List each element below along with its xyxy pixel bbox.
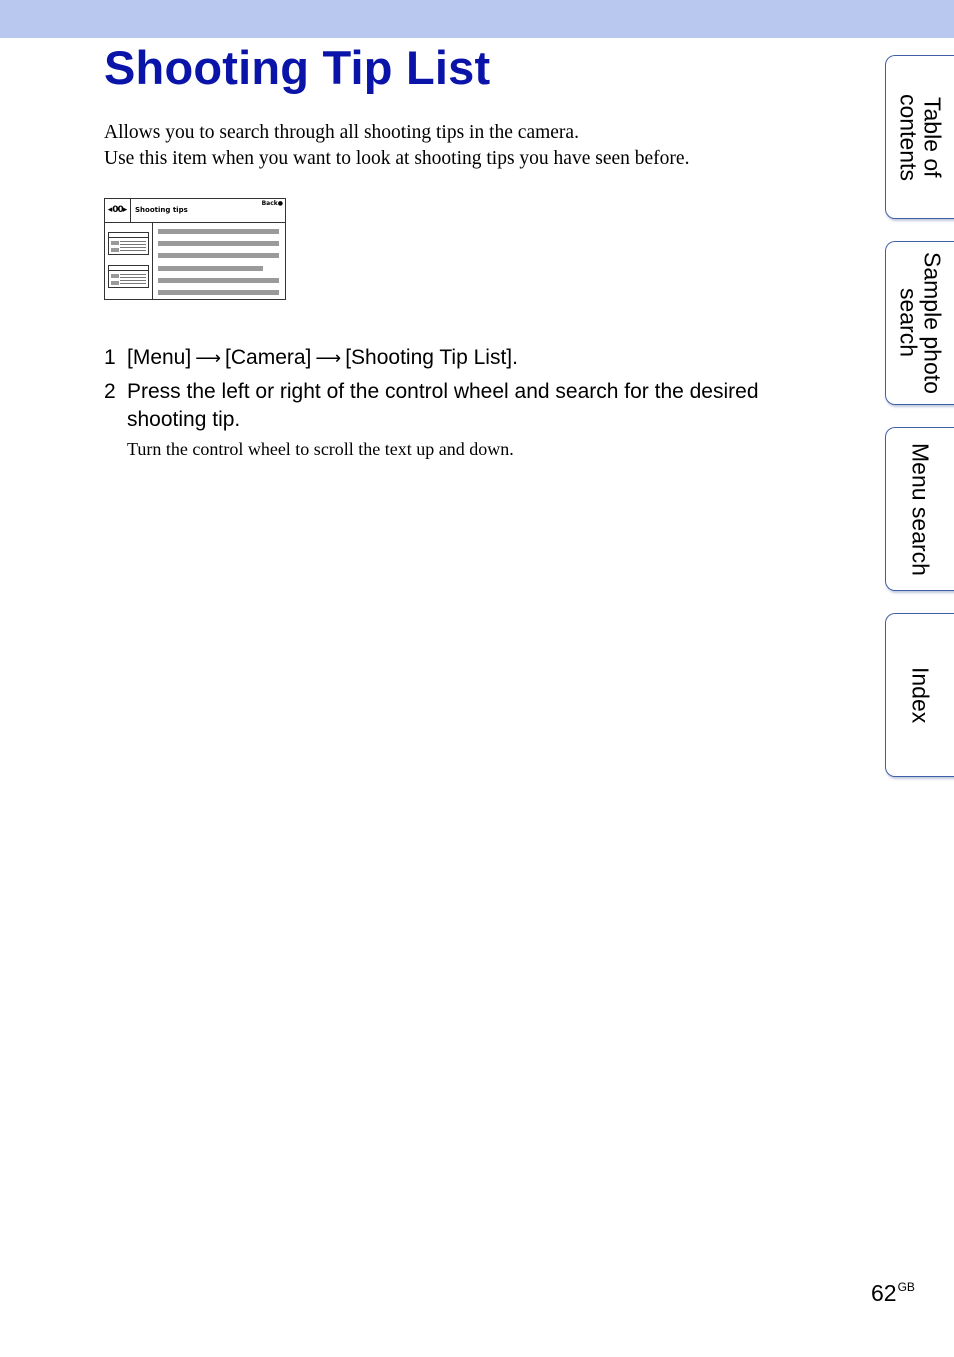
page-title: Shooting Tip List (104, 41, 491, 94)
tab-label: Table of contents (895, 93, 946, 181)
tab-label: Menu search (907, 442, 934, 576)
tab-index[interactable] (885, 613, 954, 777)
text-line-placeholder (158, 278, 279, 283)
shooting-tips-icon: ◂00▸ (105, 199, 131, 222)
text-line-placeholder (158, 241, 279, 246)
step-text-line-2: shooting tip. (127, 408, 241, 431)
intro-line-1: Allows you to search through all shooting tips in the camera. (104, 122, 579, 143)
text-line-placeholder (158, 253, 279, 258)
screen-thumbnails (105, 223, 153, 300)
tab-table-of-contents[interactable] (885, 55, 954, 219)
arrow-right-icon: ⟶ (195, 348, 222, 369)
step-number: 1 (104, 346, 116, 369)
step-text-line-1: Press the left or right of the control wheel and search for the desired (127, 380, 759, 403)
tab-label: Sample photo search (895, 252, 946, 394)
text-line-placeholder (158, 290, 279, 295)
arrow-right-icon: ⟶ (315, 348, 342, 369)
tab-label: Index (907, 666, 934, 724)
page-suffix: GB (897, 1280, 915, 1294)
text-line-placeholder (158, 266, 263, 271)
thumbnail-icon (108, 265, 149, 288)
screen-back: Back● (261, 200, 283, 207)
camera-screen-illustration (104, 198, 286, 300)
step-note: Turn the control wheel to scroll the text up and down. (127, 439, 514, 459)
thumbnail-icon (108, 232, 149, 255)
intro-text (104, 120, 824, 172)
page-number: $62^{GB}$ (871, 1280, 915, 1306)
tab-sample-photo-search[interactable] (885, 241, 954, 405)
step-1 (104, 344, 824, 372)
screen-title: Shooting tips (135, 206, 188, 214)
intro-line-2: Use this item when you want to look at shooting tips you have seen before. (104, 148, 690, 169)
step-2 (104, 378, 824, 434)
tab-menu-search[interactable] (885, 427, 954, 591)
step-number: 2 (104, 380, 116, 403)
top-band (0, 0, 954, 38)
screen-header (105, 199, 285, 223)
text-line-placeholder (158, 229, 279, 234)
step-text: [Menu] ⟶ [Camera] ⟶ [Shooting Tip List]. (127, 344, 518, 373)
